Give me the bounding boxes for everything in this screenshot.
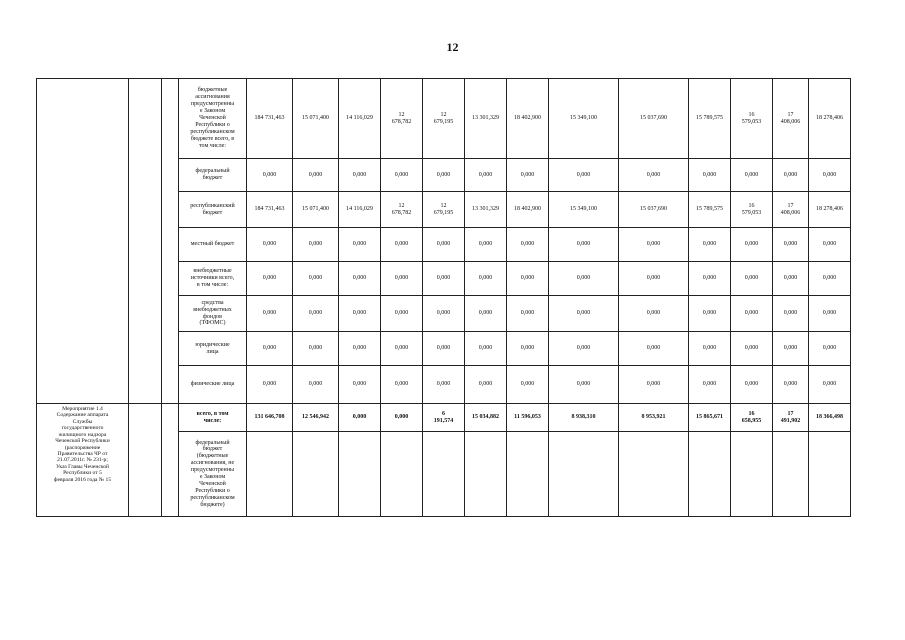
value-cell: 12 679,195 — [423, 192, 465, 228]
value-cell: 0,000 — [619, 332, 689, 366]
value-cell: 0,000 — [619, 296, 689, 332]
empty-cell — [129, 404, 162, 517]
value-cell: 0,000 — [381, 262, 423, 296]
value-cell: 0,000 — [731, 228, 773, 262]
value-cell: 0,000 — [293, 332, 339, 366]
value-cell: 14 116,029 — [339, 192, 381, 228]
funding-source-label: внебюджетные источники всего, в том числе: — [179, 262, 247, 296]
value-cell: 15 865,671 — [689, 404, 731, 432]
value-cell: 0,000 — [293, 159, 339, 192]
funding-source-label: местный бюджет — [179, 228, 247, 262]
empty-cell — [339, 432, 381, 517]
value-cell: 8 938,310 — [549, 404, 619, 432]
value-cell: 0,000 — [339, 262, 381, 296]
value-cell: 0,000 — [809, 366, 851, 404]
empty-cell — [507, 432, 549, 517]
value-cell: 0,000 — [773, 228, 809, 262]
value-cell: 184 731,463 — [247, 79, 293, 159]
empty-cell — [162, 404, 179, 517]
value-cell: 0,000 — [731, 262, 773, 296]
empty-cell — [423, 432, 465, 517]
value-cell: 12 678,782 — [381, 79, 423, 159]
value-cell: 15 037,690 — [619, 192, 689, 228]
value-cell: 184 731,463 — [247, 192, 293, 228]
value-cell: 15 349,100 — [549, 192, 619, 228]
value-cell: 15 071,400 — [293, 79, 339, 159]
value-cell: 0,000 — [381, 159, 423, 192]
value-cell: 0,000 — [731, 159, 773, 192]
value-cell: 17 408,006 — [773, 192, 809, 228]
value-cell: 18 366,498 — [809, 404, 851, 432]
value-cell: 16 658,955 — [731, 404, 773, 432]
value-cell: 0,000 — [809, 159, 851, 192]
value-cell: 0,000 — [381, 332, 423, 366]
empty-cell — [129, 79, 162, 404]
value-cell: 0,000 — [773, 159, 809, 192]
value-cell: 14 116,029 — [339, 79, 381, 159]
value-cell: 0,000 — [549, 366, 619, 404]
value-cell: 0,000 — [549, 296, 619, 332]
value-cell: 0,000 — [339, 366, 381, 404]
value-cell: 0,000 — [247, 366, 293, 404]
value-cell: 0,000 — [809, 296, 851, 332]
value-cell: 0,000 — [247, 159, 293, 192]
value-cell: 0,000 — [339, 296, 381, 332]
table-row — [37, 404, 851, 432]
value-cell: 0,000 — [381, 228, 423, 262]
value-cell: 0,000 — [465, 228, 507, 262]
funding-source-label: средства внебюджетных фондов (ТФОМС) — [179, 296, 247, 332]
funding-source-label: всего, в том числе: — [179, 404, 247, 432]
value-cell: 0,000 — [423, 332, 465, 366]
funding-source-label: физические лица — [179, 366, 247, 404]
value-cell: 0,000 — [293, 366, 339, 404]
value-cell: 0,000 — [773, 262, 809, 296]
value-cell: 0,000 — [507, 262, 549, 296]
event-title: Мероприятие 1.4 Содержание аппарата Службы государственного жилищного надзора Чеченской Республики (распоряжение Правительства ЧР от 21.07.2011г. № 231-р; Указ Главы Чеченской Республики от 5 февраля 2016 года № 15 — [37, 404, 129, 517]
value-cell: 0,000 — [423, 228, 465, 262]
value-cell: 0,000 — [689, 228, 731, 262]
funding-source-label: бюджетные ассигнования предусмотренны е Законом Чеченской Республики о республиканском бюджете всего, в том числе: — [179, 79, 247, 159]
value-cell: 0,000 — [423, 159, 465, 192]
empty-cell — [293, 432, 339, 517]
value-cell: 0,000 — [507, 332, 549, 366]
value-cell: 18 402,900 — [507, 79, 549, 159]
value-cell: 0,000 — [731, 296, 773, 332]
budget-table — [36, 78, 851, 517]
value-cell: 16 579,053 — [731, 192, 773, 228]
value-cell: 12 546,942 — [293, 404, 339, 432]
value-cell: 0,000 — [773, 332, 809, 366]
value-cell: 0,000 — [619, 228, 689, 262]
value-cell: 17 408,006 — [773, 79, 809, 159]
value-cell: 0,000 — [773, 366, 809, 404]
value-cell: 0,000 — [549, 262, 619, 296]
value-cell: 0,000 — [381, 404, 423, 432]
value-cell: 15 034,882 — [465, 404, 507, 432]
value-cell: 0,000 — [423, 296, 465, 332]
value-cell: 15 789,575 — [689, 192, 731, 228]
value-cell: 6 191,574 — [423, 404, 465, 432]
page-number: 12 — [446, 40, 459, 54]
value-cell: 0,000 — [507, 296, 549, 332]
value-cell: 0,000 — [731, 332, 773, 366]
empty-cell — [731, 432, 773, 517]
empty-cell — [549, 432, 619, 517]
value-cell: 0,000 — [689, 296, 731, 332]
value-cell: 18 278,406 — [809, 192, 851, 228]
value-cell: 0,000 — [247, 262, 293, 296]
value-cell: 17 491,902 — [773, 404, 809, 432]
value-cell: 0,000 — [339, 228, 381, 262]
empty-cell — [809, 432, 851, 517]
empty-cell — [37, 79, 129, 404]
funding-source-label: федеральный бюджет (бюджетные ассигнования, не предусмотренны е Законом Чеченской Республики о республиканском бюджете) — [179, 432, 247, 517]
value-cell: 0,000 — [549, 159, 619, 192]
empty-cell — [619, 432, 689, 517]
empty-cell — [162, 79, 179, 404]
value-cell: 0,000 — [293, 262, 339, 296]
value-cell: 0,000 — [247, 332, 293, 366]
value-cell: 0,000 — [293, 296, 339, 332]
value-cell: 0,000 — [507, 159, 549, 192]
value-cell: 0,000 — [381, 366, 423, 404]
value-cell: 0,000 — [731, 366, 773, 404]
value-cell: 0,000 — [293, 228, 339, 262]
value-cell: 0,000 — [549, 332, 619, 366]
value-cell: 12 679,195 — [423, 79, 465, 159]
value-cell: 0,000 — [381, 296, 423, 332]
value-cell: 0,000 — [339, 159, 381, 192]
value-cell: 15 349,100 — [549, 79, 619, 159]
value-cell: 0,000 — [689, 366, 731, 404]
value-cell: 0,000 — [549, 228, 619, 262]
value-cell: 0,000 — [809, 228, 851, 262]
value-cell: 131 646,708 — [247, 404, 293, 432]
empty-cell — [381, 432, 423, 517]
value-cell: 0,000 — [465, 159, 507, 192]
value-cell: 0,000 — [689, 332, 731, 366]
value-cell: 0,000 — [507, 228, 549, 262]
value-cell: 0,000 — [507, 366, 549, 404]
value-cell: 12 678,782 — [381, 192, 423, 228]
value-cell: 15 789,575 — [689, 79, 731, 159]
empty-cell — [247, 432, 293, 517]
funding-source-label: федеральный бюджет — [179, 159, 247, 192]
value-cell: 15 037,690 — [619, 79, 689, 159]
value-cell: 0,000 — [689, 262, 731, 296]
value-cell: 0,000 — [465, 262, 507, 296]
value-cell: 13 301,329 — [465, 79, 507, 159]
value-cell: 18 402,900 — [507, 192, 549, 228]
empty-cell — [689, 432, 731, 517]
value-cell: 0,000 — [465, 366, 507, 404]
table-row — [37, 79, 851, 159]
value-cell: 0,000 — [247, 228, 293, 262]
value-cell: 13 301,329 — [465, 192, 507, 228]
value-cell: 0,000 — [465, 296, 507, 332]
funding-source-label: юридические лица — [179, 332, 247, 366]
value-cell: 15 071,400 — [293, 192, 339, 228]
value-cell: 16 579,053 — [731, 79, 773, 159]
value-cell: 0,000 — [619, 159, 689, 192]
value-cell: 0,000 — [619, 262, 689, 296]
value-cell: 0,000 — [423, 366, 465, 404]
value-cell: 0,000 — [247, 296, 293, 332]
value-cell: 8 953,921 — [619, 404, 689, 432]
value-cell: 11 596,053 — [507, 404, 549, 432]
value-cell: 0,000 — [773, 296, 809, 332]
value-cell: 0,000 — [423, 262, 465, 296]
value-cell: 0,000 — [809, 332, 851, 366]
value-cell: 0,000 — [339, 332, 381, 366]
value-cell: 18 278,406 — [809, 79, 851, 159]
empty-cell — [465, 432, 507, 517]
funding-source-label: республиканский бюджет — [179, 192, 247, 228]
value-cell: 0,000 — [619, 366, 689, 404]
value-cell: 0,000 — [689, 159, 731, 192]
empty-cell — [773, 432, 809, 517]
value-cell: 0,000 — [339, 404, 381, 432]
value-cell: 0,000 — [465, 332, 507, 366]
value-cell: 0,000 — [809, 262, 851, 296]
